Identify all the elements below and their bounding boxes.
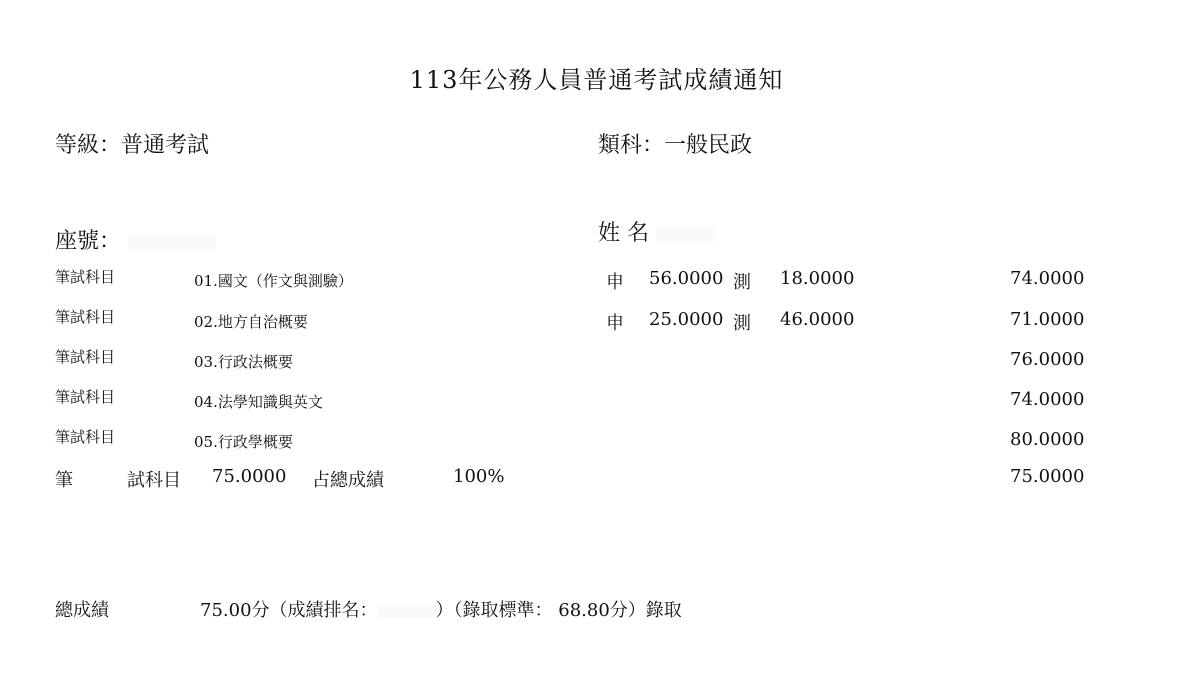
total-line xyxy=(200,596,682,622)
subject-kind: 筆試科目 xyxy=(55,268,116,286)
subject-kind: 筆試科目 xyxy=(55,348,116,366)
subject-kind: 筆試科目 xyxy=(55,428,116,446)
detail-b-mark: 測 xyxy=(733,272,751,293)
summary-weight-value: 100% xyxy=(453,466,505,487)
subject-score: 76.0000 xyxy=(1010,349,1085,370)
page-title: 113年公務人員普通考試成績通知 xyxy=(409,66,784,94)
name-label: 姓 名 xyxy=(598,221,649,246)
detail-b-value: 18.0000 xyxy=(780,268,855,289)
summary-label-2: 試科目 xyxy=(127,470,181,491)
total-score: 75.00分 xyxy=(200,600,270,621)
seat-line xyxy=(55,224,216,255)
grade-line xyxy=(55,128,209,159)
summary-score: 75.0000 xyxy=(1010,466,1085,487)
subject-score: 71.0000 xyxy=(1010,309,1085,330)
grade-value: 普通考試 xyxy=(121,133,210,158)
name-redaction xyxy=(656,227,716,241)
detail-a-value: 25.0000 xyxy=(649,309,724,330)
subject-score: 74.0000 xyxy=(1010,389,1085,410)
detail-a-mark: 申 xyxy=(606,272,624,293)
detail-b-value: 46.0000 xyxy=(780,309,855,330)
detail-a-mark: 申 xyxy=(606,313,624,334)
category-value: 一般民政 xyxy=(664,133,753,158)
result: 錄取 xyxy=(645,600,682,621)
total-label: 總成績 xyxy=(55,600,109,621)
detail-b-mark: 測 xyxy=(733,313,751,334)
summary-label-1: 筆 xyxy=(55,470,73,491)
category-line xyxy=(598,128,752,159)
subject-name: 02.地方自治概要 xyxy=(194,313,308,331)
name-line xyxy=(598,216,716,247)
subject-name: 03.行政法概要 xyxy=(194,353,293,371)
category-label: 類科： xyxy=(598,133,665,158)
summary-weight-label: 占總成績 xyxy=(312,470,384,491)
seat-redaction xyxy=(128,235,216,249)
standard-close: ） xyxy=(627,600,646,621)
grade-label: 等級： xyxy=(55,133,122,158)
subject-name: 01.國文（作文與測驗） xyxy=(194,272,353,290)
rank-open: （成績排名： xyxy=(269,600,378,621)
subject-score: 80.0000 xyxy=(1010,429,1085,450)
standard-value: 68.80分 xyxy=(558,600,628,621)
subject-kind: 筆試科目 xyxy=(55,308,116,326)
subject-kind: 筆試科目 xyxy=(55,388,116,406)
standard-open: （錄取標準： xyxy=(453,600,553,621)
rank-close: ） xyxy=(435,600,454,621)
detail-a-value: 56.0000 xyxy=(649,268,724,289)
summary-avg: 75.0000 xyxy=(212,466,287,487)
rank-redaction xyxy=(378,604,436,618)
subject-name: 05.行政學概要 xyxy=(194,433,293,451)
subject-name: 04.法學知識與英文 xyxy=(194,393,323,411)
seat-label: 座號： xyxy=(55,229,122,254)
subject-score: 74.0000 xyxy=(1010,268,1085,289)
